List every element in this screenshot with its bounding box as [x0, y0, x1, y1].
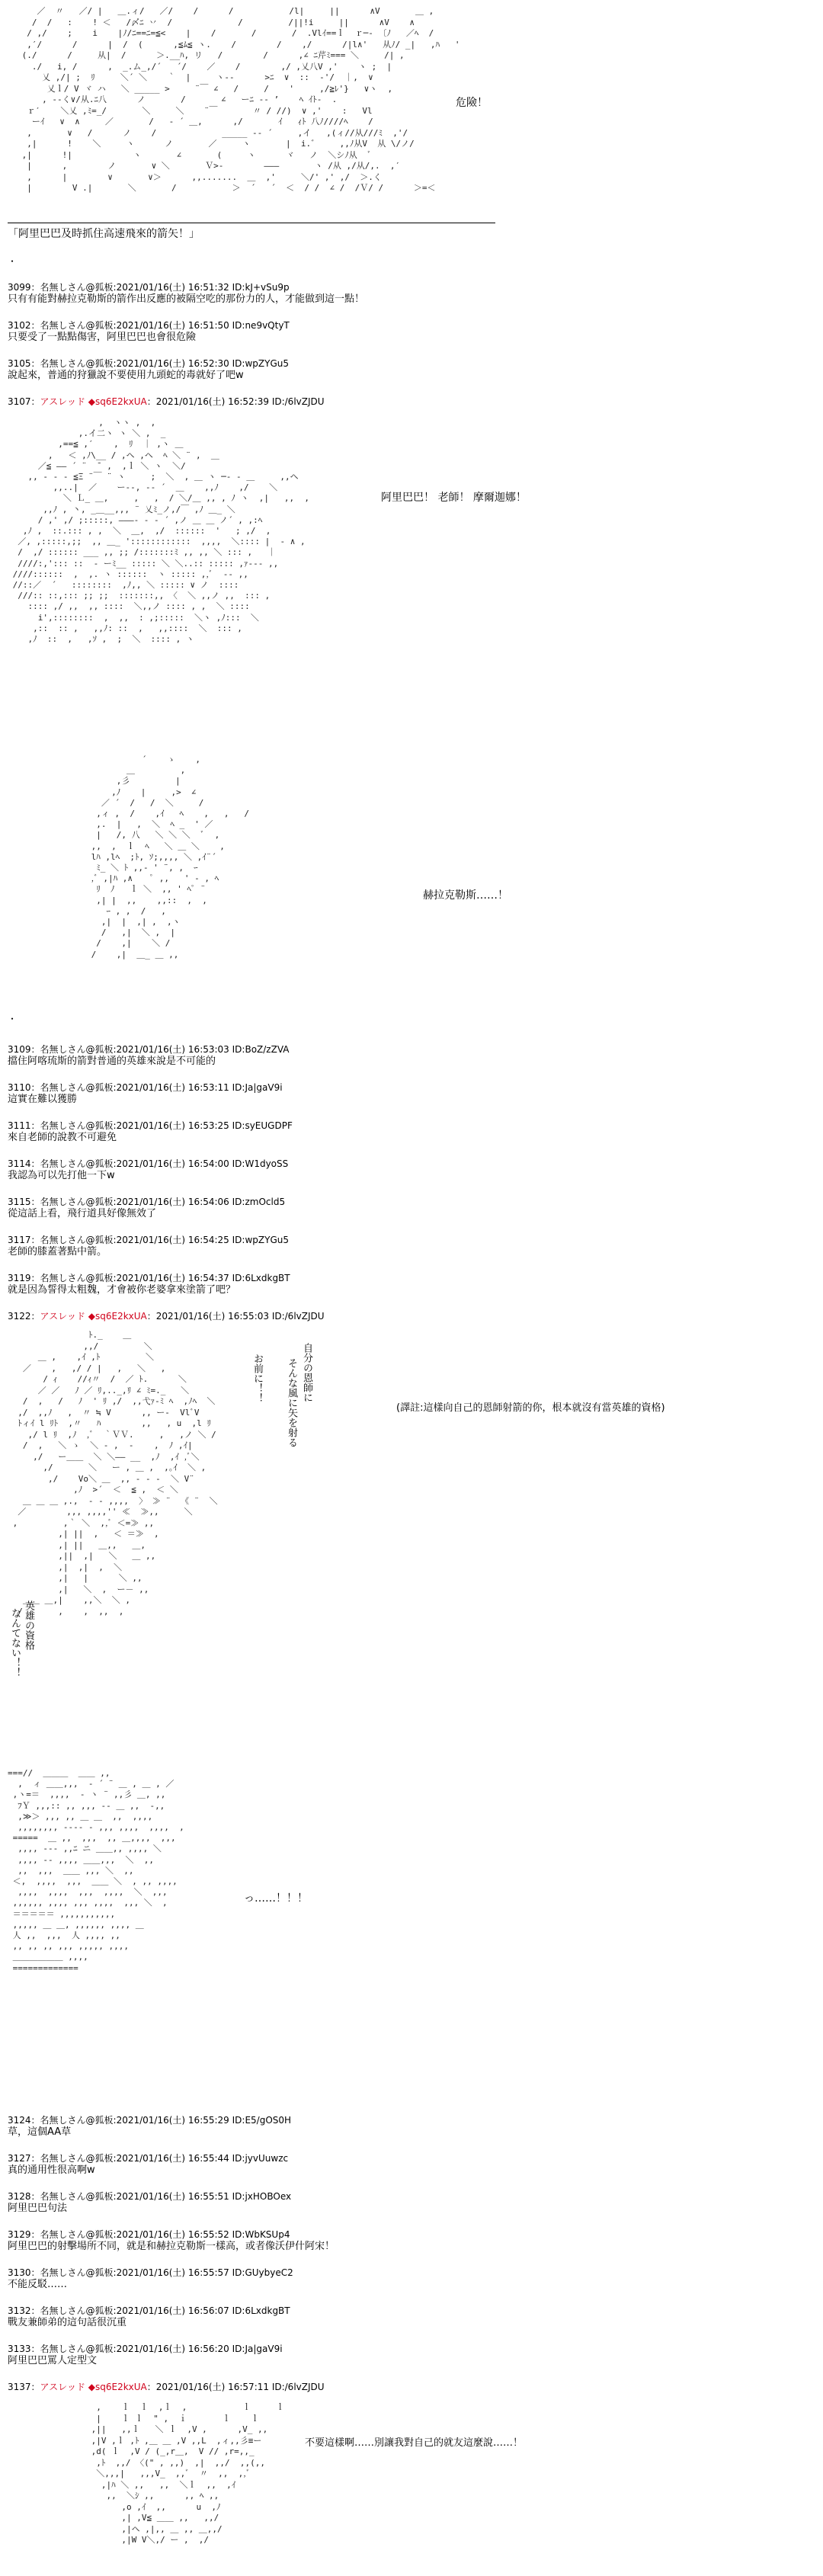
- aa-speech-plea: 不要這樣啊……別讓我對自己的就友這麼說……！: [305, 2437, 524, 2449]
- post-body: 說起來，普通的狩獵說不要使用九頭蛇的毒就好了吧w: [8, 370, 244, 381]
- ascii-art-alibaba-angry: ﾄ._ ＿ ,,/ ＼ ＿ , ,ｲ ,ﾄ ＼ ／ , ,/ / | , ＼ , / ｨ //ｨ〃 / ／ ﾄ. ＼ ／ ／ ﾉ ／ ﾘ,.._,ﾘ ∠ ﾐ=._ ＼ / , / ﾉ ' ﾘ ,/ ,,弋ｧ‐ﾐ ﾍ ,ﾉﾍ ＼ ,/ ,,ﾉ , 〃 ≒ V ,, ー- VlﾞV ﾄィｲ l ﾘﾄ ,〃 ﾊ ,, , u ,l ﾘ ,/ l ﾘ ,ﾉ ,ﾞ ｀ＶＶ. , ,ノ ＼ / / , ＼ ゝ ＼ ‐ , ‐ , ﾉ ,ｲ| ,/ ー＿＿ ＼ ＼―― __ ,ﾉ ,ｲ ,ﾞ＼ ,/ ＼ ー , ＿ , ,｡ｲ ＼ , ,/ Vo＼ ＿ ,, ‐ - - ＼ V¨ ,ﾉ >´ ＜ ≦ , ＜ ＼ ＿ ＿ ＿ ,., ‐ - ,,,, 〉 ≫ ¨ 《 ¨ ＼ ／ ,,, ,,,,'' ≪ ≫,, ＼ , ,｀ ＼ ,,ﾞ ＜=≫ ,, ,| || , ＜ ＝≫ , ,| || ＿,, ＿, ,|| ,| ＼ ＿ ,, ,| ,| , ＼ ,| | ＼ ,, ,| ＼ , ー－ ,, ＿＿ ＿,| ,,＼ ＼ , / , , ,, ,: [12, 1330, 218, 1616]
- post-header: 3117：名無しさん@狐板:2021/01/16(土) 16:54:25 ID:wpZYGu5: [8, 1235, 289, 1245]
- post-body: 不能反駁……: [8, 2279, 68, 2290]
- post-3130: [8, 2267, 754, 2290]
- post-3124: [8, 2115, 754, 2138]
- post-header: 3105：名無しさん@狐板:2021/01/16(土) 16:52:30 ID:wpZYGu5: [8, 358, 289, 369]
- post-header: 3129：名無しさん@狐板:2021/01/16(土) 16:55:52 ID:WbKSUp4: [8, 2229, 290, 2240]
- post-body: 阿里巴巴的射擊場所不同，就是和赫拉克勒斯一樣高，或者像沃伊什阿宋！: [8, 2241, 335, 2252]
- post-3109: [8, 1044, 754, 1067]
- post-header: 3102：名無しさん@狐板:2021/01/16(土) 16:51:50 ID:ne9vQtyT: [8, 320, 290, 331]
- post-3111: [8, 1120, 754, 1143]
- vertical-speech-2: そんな風に矢を射る: [286, 1358, 297, 1447]
- post-header: 3127：名無しさん@狐板:2021/01/16(土) 16:55:44 ID:jyvUuwzc: [8, 2153, 289, 2164]
- post-3133: [8, 2344, 754, 2366]
- post-header: 3115：名無しさん@狐板:2021/01/16(土) 16:54:06 ID:zmOcld5: [8, 1197, 286, 1207]
- post-header: 3099：名無しさん@狐板:2021/01/16(土) 16:51:32 ID:kJ+vSu9p: [8, 282, 290, 293]
- separator-dot: ・: [8, 1014, 18, 1024]
- post-body: 只要受了一點點傷害，阿里巴巴也會很危險: [8, 332, 197, 343]
- post-body: 我認為可以先打他一下w: [8, 1170, 115, 1181]
- post-body: 就是因為誓得太粗魏，才會被你老婆拿來塗箭了吧？: [8, 1284, 236, 1296]
- post-number: 3122：: [8, 1311, 40, 1322]
- translator-note: (譯註:這樣向自己的恩師射箭的你，根本就沒有當英雄的資格): [396, 1402, 665, 1414]
- post-3137: [8, 2382, 754, 2393]
- post-3127: [8, 2153, 754, 2176]
- post-header: 3110：名無しさん@狐板:2021/01/16(土) 16:53:11 ID:Ja|gaV9i: [8, 1082, 283, 1093]
- post-3102: [8, 320, 754, 343]
- post-header: 3111：名無しさん@狐板:2021/01/16(土) 16:53:25 ID:syEUGDPF: [8, 1120, 293, 1131]
- post-body: 草，這個AA草: [8, 2126, 72, 2138]
- post-body: 阿里巴巴罵人定型文: [8, 2355, 98, 2366]
- post-meta: ：2021/01/16(土) 16:57:11 ID:/6lvZJDU: [146, 2382, 325, 2392]
- post-3115: [8, 1197, 754, 1219]
- post-3129: [8, 2229, 754, 2252]
- narration-quote: 「阿里巴巴及時抓住高速飛來的箭矢！」: [8, 228, 200, 240]
- post-body: 從這話上看，飛行道具好像無效了: [8, 1208, 157, 1219]
- post-body: 只有有能對赫拉克勒斯的箭作出反應的被隔空吃的那份力的人，才能做到這一點！: [8, 293, 365, 305]
- post-header: 3128：名無しさん@狐板:2021/01/16(土) 16:55:51 ID:jxHOBOex: [8, 2191, 292, 2202]
- author-name: アスレッド ◆sq6E2kxUA: [40, 396, 147, 407]
- post-body: 擋住阿喀琉斯的箭對普通的英雄來說是不可能的: [8, 1056, 216, 1067]
- post-body: 真的通用性很高啊w: [8, 2164, 95, 2176]
- post-3099: [8, 282, 754, 305]
- ascii-art-hercules-2: ´ ゝ , ＿ , ,彡 | ,ﾉ | ,> ∠ ／ ´ / / ＼ / ,ィ , / ,ｲ ﾍ , , / ,. | , ＼ ﾍ _ ' ／ | /, 八 ＼ ＼ ＼ ﾞ , ,, , ｌ ﾍ ＼ ＿ ＼ , lﾊ ,lﾍ ;ﾄ, ｿ;,,,, ＼ ,ｲ¨´ ﾐ_ ＼ ﾄ ,,‐ ' ¨, , ｰ ,ﾞ ,|ﾊ ,∧ ﾟ ,, ' ‐ , ﾍ ﾘ ﾉ ｌ ＼ ,, ' ﾍﾟ ¨ ,| | ,, ,,:: , , ｰ , , / , ,| | ,| , ,ヽ / ,| ＼ , | / ,| ＼ / / ,| ＿_ ＿ ,,: [91, 755, 250, 960]
- post-header: [8, 396, 754, 408]
- ascii-art-hercules-1: , ヽヽ , , ,.イ二ヽ ヽ ＼ , _ ,==≦ ,′ , ﾘ ｜ ,ヽ ＿ , ＜ ,ﾉ\__ / ,ヘ ,ヘ ﾍ ＼ ¨ , ＿ ／≦ ―― ´ ¨ ¯ , ,ｌ ＼ ヽ ＼/ ,, ‐ ‐ ‐ ≦Ξ ¨￣ ¨ ヽ ; ＼ , ＿ ヽ ─‐ - ＿ ,,ヘ ,,..| ／ ー--, -‐ ´ ＿ ,,ﾉ ,/ ＼ ＼ Ｌ_ ＿, , , / ＼/＿ ,, , ﾉ ヽ ,| ,, , ,,ﾉ , 丶, _＿__,,, ¨ 乂ﾐ_ノ,/￣ ,ﾉ ＿_ ＼ / ,' ,/ ;:::::, ―――‐ - ‐ ´ ,ノ ＿ ＿ ノ´ , ,:ﾍ ,ﾉ , ::.::: , , ＼ ＿, ,/ :::::: ' ; ,/ , ／, ,:::::,;; ,, ＿_ ':::::::::::: ,,,, ＼:::: | ‐ ∧ , / ,/ :::::: ___ ,, ;; /:::::::ﾐ ,, ,, ＼ ::: , ｜ ////:,'::: :: ‐ ーﾐ__ ::::: ＼ ＼..:: ::::: ,ｧ--- ,, ////:::::: , ,. ヽ :::::: ヽ ::::: ,,ﾞ ‐- ,, //::／ ´ :::::::: ,ﾉ,, ＼ ::::: ∨ ノ :::: ///:: ::,::: ;; ;; :::::::,, 〈 ＼ ,,ノ ,, ::: , :::: ,/ ,, ,, :::: ＼,,ノ :::: , , ＼ :::: i',:::::::: , ,, : ,;::::: ＼ヽ ,ﾉ::: ＼ ,:: :: , ,,ﾉ: :: , ,,:::: ＼ ::: , ,ﾉ :: , ,ｿ , ; ＼ :::: , ヽ: [12, 418, 310, 645]
- post-header: 3109：名無しさん@狐板:2021/01/16(土) 16:53:03 ID:BoZ/zZVA: [8, 1044, 290, 1055]
- ascii-art-archer: ／ 〃 ／/ | ＿.ィ/ ／/ / / /l| || ∧V ＿ , / / : ! ＜ /〆ﾆ 丷 / / /||!i || ∧V ∧ / ,/ ; i |ﾉ/ﾆ==ﾆ=≦< | / / / .Vlｲ==ｌ ｒ─‐ 〔ﾉ ／ﾍ / ,′/ / | / ( ,≦ﾑ≦ ヽ. / / ,/ /|l∧' 从ﾉ/ _| ,ﾊ ' (./ / 从| / ＞.__ﾊ, リ / / ,∠ ﾆ芹ﾐ=== ＼ /| , ./ i, / , _.ム_,/´ ´/ ／ / ,/ ,乂八V ,' ヽ ; | 乂 ,/| ; ﾘ ＼´ ＼ ｀ | ヽ-‐ >ﾆ ∨ :: ‐'/ ｜, ∨ 乂ｌ/ V ヾ ハ ＼ _____ > ¨￣ ∠ / / ' ,/≧ﾚ'} ∨ヽ , , -‐く∨/从.ﾆ八 ノ / ∠ ーﾆ -‐ ’ ﾍ ｲﾄ‐ . ｒ′ ＼乂 ,ﾐ=_/ ＼ ＼ ¨￣ 〃 / //) ∨ ,' : Vl ーｲ ∨ ∧ ／ / ‐ ´ ＿, ,/ ｲ ｨﾄ 八ﾉ////ﾍ / , ∨ / ノ / _____ -‐ ´ ,イ ,(ィ//从///ﾐ ,'/ ,| ! ＼ ヽ ノ ／ ヽ | i.゛ ,,ﾉ从V 从 \/ノ/ ,| !| ヽ ∠ ( ヽ ヾ ノ ＼シﾉ从 ﾞ | , ノ ∨ ＼ Ｖ>‐ ――― ヽ /从 ,/从/,. ,′ , | ∨ ∨＞ ,,....... ＿ ,' ＼/' ,' ,/ ＞.く | V .| ＼ / ＞ ´ ´ ＜ / / ∠ / /Ｖ/ / ＞=＜: [21, 6, 460, 193]
- post-3107: [8, 396, 754, 408]
- ascii-art-alibaba-sad: , ｌ ｌ ,ｌ , ｌ ｌ | ｌ ｌ " , ｉ ｌ ｌ ,|| ,,ｌ ＼ ｌ ,V , ,V_ ,, ,|V ,ｌ ,ﾄ ,＿ ＿ ,V ,,L ,ィ,,彡≡ー ,d( ｌ ,V / (_,r＿, V // ,r=,,_ ,ﾄ ,,/ 〈(" , ,,) ,| ,,/ ,,(,, ＼,,,| ,,,V_ ,,ﾞ 〃 ,, ,,ﾞ ,|ﾊ ＼ ,, ,, ＼ｌ ,, ,ｲ ,, ＼ｼ ,, ,, ﾍ ,, ,o ,ｲ ,, u ,ﾉ ,| ,V≦ ＿＿ ,, ,,/ ,|ヘ ,|,, ＿ ,, ＿,,/ ,|W V＼,/ ー , ,/: [91, 2402, 285, 2545]
- aa-speech-heracles: 赫拉克勒斯……！: [423, 889, 508, 902]
- aa-speech-danger: 危險！: [456, 97, 488, 109]
- separator-dot: ・: [8, 256, 18, 267]
- post-3114: [8, 1158, 754, 1181]
- post-header: 3130：名無しさん@狐板:2021/01/16(土) 16:55:57 ID:GUybyeC2: [8, 2267, 293, 2278]
- author-name: アスレッド ◆sq6E2kxUA: [40, 2382, 147, 2392]
- post-body: 阿里巴巴句法: [8, 2203, 68, 2214]
- post-body: 老師的膝蓋著點中箭。: [8, 1246, 107, 1258]
- post-body: 來自老師的說教不可避免: [8, 1132, 117, 1143]
- post-3117: [8, 1235, 754, 1258]
- author-name: アスレッド ◆sq6E2kxUA: [40, 1311, 147, 1322]
- vertical-speech-3: お前に！！: [251, 1354, 263, 1403]
- vertical-speech-5: なんてない！！: [9, 1608, 21, 1677]
- post-header: [8, 1311, 754, 1322]
- aa-speech-gasp: っ……！！！: [244, 1892, 308, 1905]
- post-3132: [8, 2305, 754, 2328]
- post-meta: ：2021/01/16(土) 16:55:03 ID:/6lvZJDU: [146, 1311, 325, 1322]
- post-header: [8, 2382, 754, 2393]
- post-header: 3133：名無しさん@狐板:2021/01/16(土) 16:56:20 ID:Ja|gaV9i: [8, 2344, 283, 2354]
- post-3110: [8, 1082, 754, 1105]
- post-body: 這實在難以獲勝: [8, 1094, 78, 1105]
- vertical-speech-4: 英雄の資格: [23, 1600, 34, 1650]
- post-number: 3107：: [8, 396, 40, 407]
- post-header: 3132：名無しさん@狐板:2021/01/16(土) 16:56:07 ID:6LxdkgBT: [8, 2305, 290, 2316]
- post-number: 3137：: [8, 2382, 40, 2392]
- post-3128: [8, 2191, 754, 2214]
- post-header: 3114：名無しさん@狐板:2021/01/16(土) 16:54:00 ID:W1dyoSS: [8, 1158, 289, 1169]
- post-meta: ：2021/01/16(土) 16:52:39 ID:/6lvZJDU: [146, 396, 325, 407]
- post-header: 3119：名無しさん@狐板:2021/01/16(土) 16:54:37 ID:6LxdkgBT: [8, 1273, 290, 1283]
- post-3122: [8, 1311, 754, 1322]
- aa-speech-names: 阿里巴巴！ 老師！ 摩爾迦娜！: [381, 492, 527, 504]
- ascii-art-shock: ===// ＿＿＿ ＿＿ ,, , ィ ＿＿,,, ‐ ´ ¨ ＿ , ＿ , ／ ,ヽ=＝ ,,,, ‐ ヽ ¨ ,,彡 ＿, ,, ﾌＹ ,,,:: ,, ,,, ‐‐ ＿ ,, ‐,, ,≫＞ ,,, ,, ＿ ＿ ,, ,,,, ,,,,,,,, ‐‐‐‐ - ,,, ,,,, ,,,, , ===== ＿ ,, ,,, ,, ＿,,,, ,,, ,,,, ‐‐‐ ,,ﾆ ニ ＿＿,, ,,,, ＼ ,,,, ‐‐ ,,,, ＿＿,,, ＼ ,, ,, ,,, ＿＿ ,,, ＼ ,, ＜, ,,,, ,,, ＿＿ ＼ , ,, ,,,, ,,,, ,,,, ,,, ,,,, ＼ ,,, ,,,,,, ,,,, ,,, ,,,, ,,, ＼ , ＝＝＝＝＝ ,,,,,,,,,,, ,,,,, ＿ ＿, ,,,,,, ,,,, ＿ 人 ,, ,,, 人 ,,,, ,, ,, ,, ,, ,,, ,,,,, ,,,, ＿＿＿＿＿＿ ,,,, =============: [8, 1768, 184, 1973]
- vertical-speech-1: 自分の恩師に: [301, 1343, 312, 1402]
- post-3119: [8, 1273, 754, 1296]
- post-3105: [8, 358, 754, 381]
- post-body: 戰友兼師弟的這句話很沉重: [8, 2317, 127, 2328]
- post-header: 3124：名無しさん@狐板:2021/01/16(土) 16:55:29 ID:E5/gOS0H: [8, 2115, 292, 2126]
